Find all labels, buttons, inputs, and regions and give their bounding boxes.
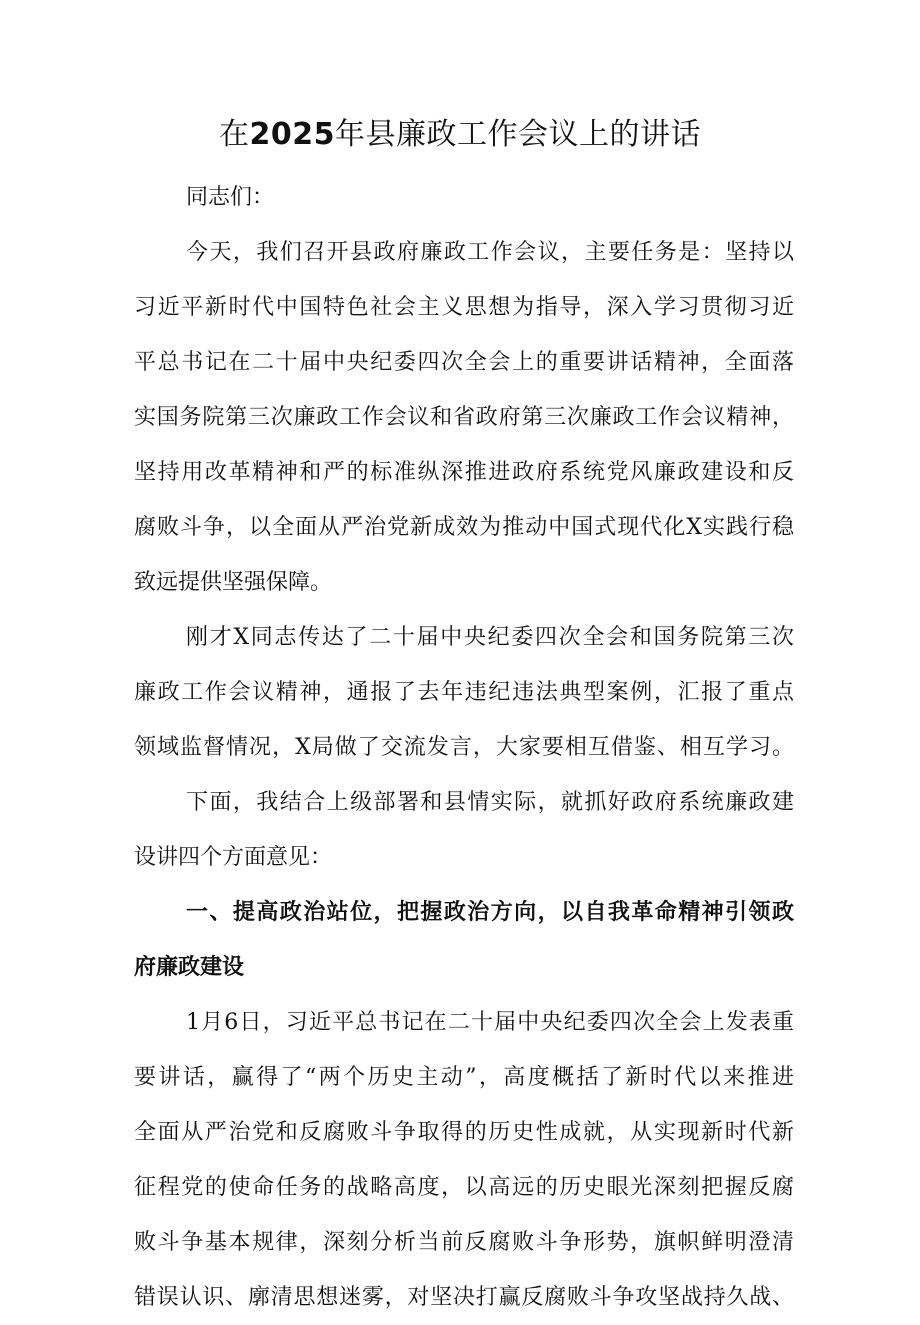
document-body	[134, 170, 794, 1325]
paragraph-line: 错误认识、廓清思想迷雾，对坚决打赢反腐败斗争攻坚战持久战、	[134, 1285, 794, 1310]
section-heading: 一、提高政治站位，把握政治方向，以自我革命精神引领政	[186, 899, 794, 925]
paragraph-line: 坚持用改革精神和严的标准纵深推进政府系统党风廉政建设和反	[134, 460, 794, 485]
paragraph-line: 习近平新时代中国特色社会主义思想为指导，深入学习贯彻习近	[134, 295, 794, 320]
paragraph-line: 今天，我们召开县政府廉政工作会议，主要任务是：坚持以	[186, 240, 794, 265]
title-prefix: 在	[219, 117, 250, 152]
paragraph-line: 败斗争基本规律，深刻分析当前反腐败斗争形势，旗帜鲜明澄清	[134, 1230, 794, 1255]
salutation: 同志们：	[186, 185, 275, 210]
paragraph-line: 1月6日，习近平总书记在二十届中央纪委四次全会上发表重	[186, 1010, 794, 1035]
document-title	[0, 112, 920, 158]
paragraph-line: 设讲四个方面意见：	[134, 845, 333, 870]
paragraph-line: 征程党的使命任务的战略高度，以高远的历史眼光深刻把握反腐	[134, 1175, 794, 1200]
title-suffix: 年县廉政工作会议上的讲话	[335, 117, 701, 152]
paragraph-line: 平总书记在二十届中央纪委四次全会上的重要讲话精神，全面落	[134, 350, 794, 375]
paragraph-line: 领域监督情况，X局做了交流发言，大家要相互借鉴、相互学习。	[134, 735, 794, 760]
paragraph-line: 刚才X同志传达了二十届中央纪委四次全会和国务院第三次	[186, 625, 794, 650]
paragraph-line: 廉政工作会议精神，通报了去年违纪违法典型案例，汇报了重点	[134, 680, 794, 705]
title-year: 2025	[249, 117, 335, 152]
section-heading: 府廉政建设	[134, 954, 245, 980]
paragraph-line: 致远提供坚强保障。	[134, 570, 333, 595]
paragraph-line: 下面，我结合上级部署和县情实际，就抓好政府系统廉政建	[186, 790, 794, 815]
paragraph-line: 要讲话，赢得了“两个历史主动”，高度概括了新时代以来推进	[134, 1065, 794, 1090]
paragraph-line: 实国务院第三次廉政工作会议和省政府第三次廉政工作会议精神，	[134, 405, 794, 430]
paragraph-line: 腐败斗争，以全面从严治党新成效为推动中国式现代化X实践行稳	[134, 515, 794, 540]
paragraph-line: 全面从严治党和反腐败斗争取得的历史性成就，从实现新时代新	[134, 1120, 794, 1145]
